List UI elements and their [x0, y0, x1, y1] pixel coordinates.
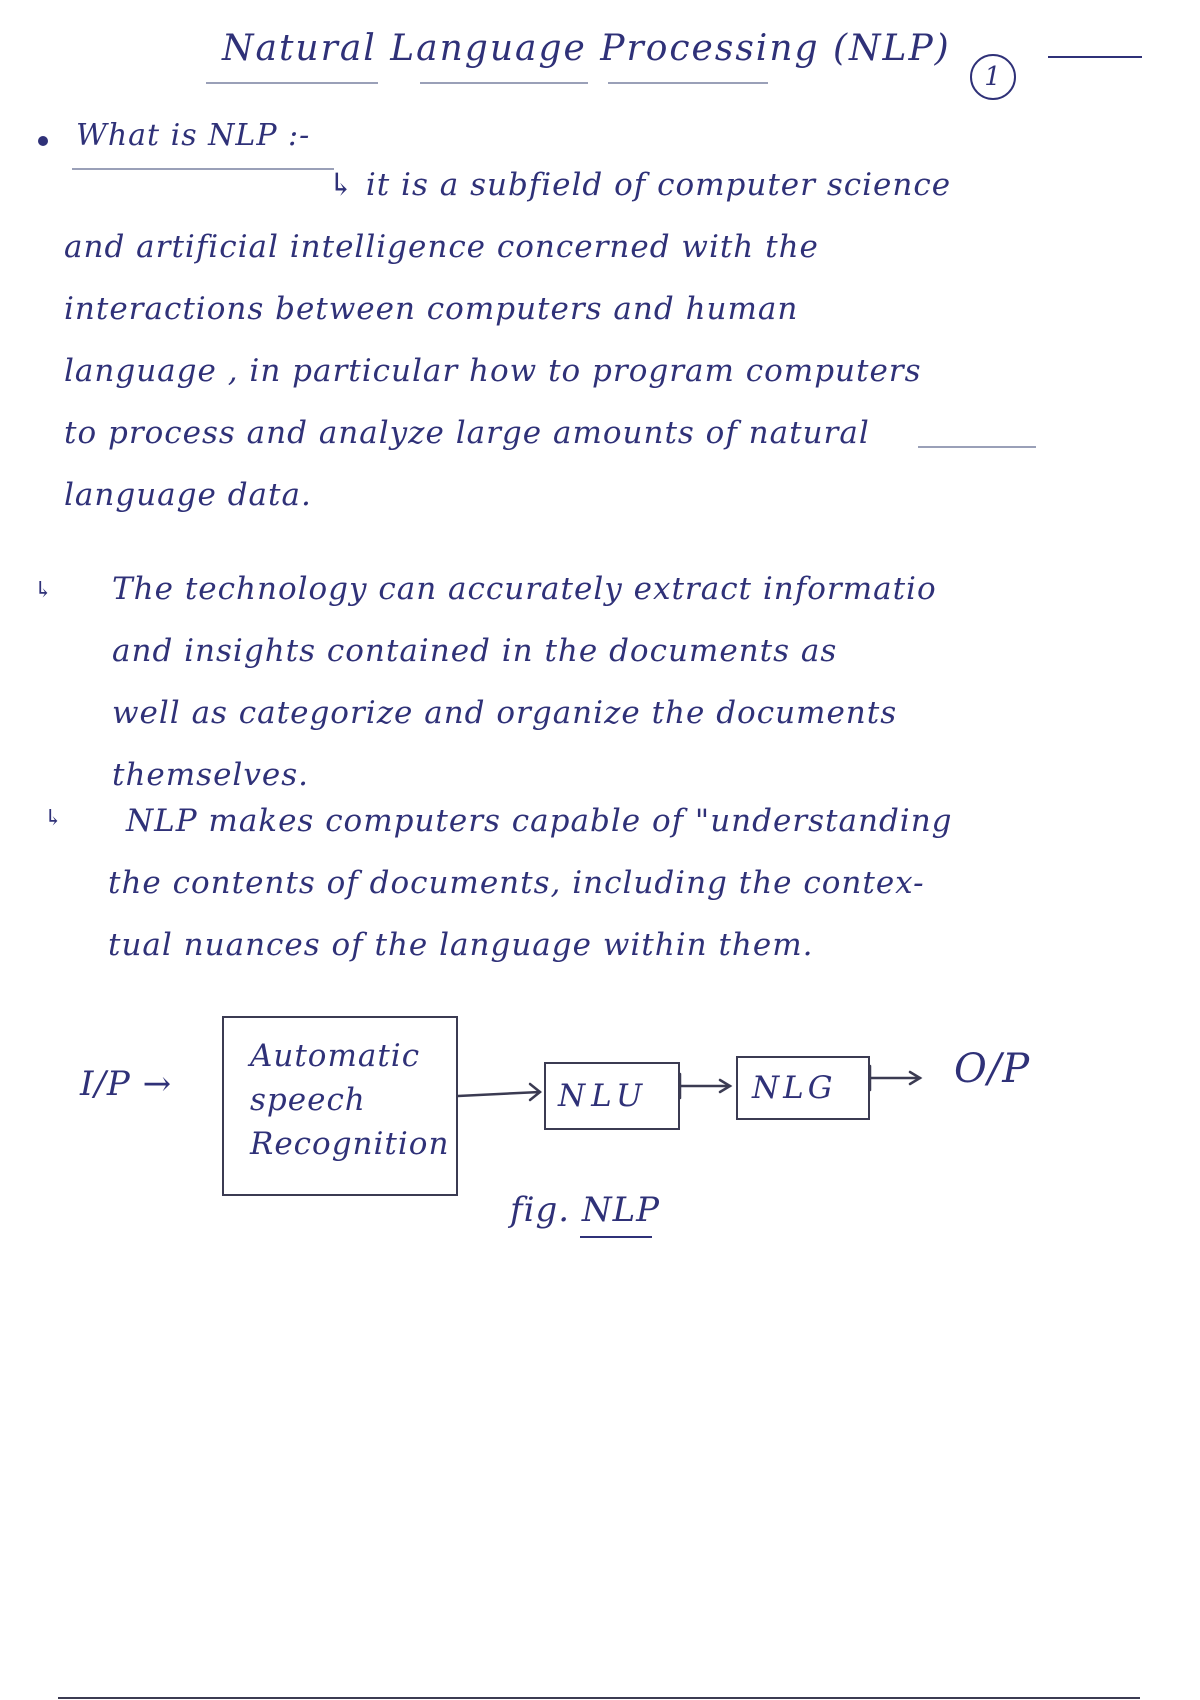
paragraph-line: language data.	[64, 477, 312, 513]
output-label: O/P	[954, 1046, 1031, 1092]
paragraph-line: and artificial intelligence concerned with the	[64, 229, 819, 265]
title-underline	[420, 82, 588, 84]
paragraph-line: to process and analyze large amounts of natural	[64, 415, 870, 451]
arrow-marker-icon: ↳	[44, 806, 64, 831]
nlg-box-label: NLG	[752, 1070, 837, 1106]
title-underline	[608, 82, 768, 84]
paragraph-line: and insights contained in the documents as	[112, 633, 838, 669]
paragraph-definition	[64, 154, 951, 526]
paragraph-line: ↳ it is a subfield of computer science	[328, 167, 952, 203]
asr-to-nlu-arrow	[458, 1092, 540, 1096]
corner-dash	[1048, 56, 1142, 58]
paragraph-line: well as categorize and organize the documents	[112, 695, 898, 731]
asr-box	[222, 1016, 458, 1196]
asr-to-nlu-arrowhead	[530, 1084, 540, 1100]
nlg-box	[736, 1056, 870, 1120]
paragraph-line: themselves.	[112, 757, 309, 793]
paragraph-line: tual nuances of the language within them.	[108, 927, 814, 963]
paragraph-line: NLP makes computers capable of "understanding	[126, 803, 953, 839]
page-bottom-line	[58, 1697, 1140, 1699]
nlu-to-nlg-arrowhead	[720, 1080, 730, 1092]
asr-box-line: Automatic	[250, 1038, 421, 1074]
arrow-marker-icon: ↳	[34, 578, 54, 603]
figure-caption: fig. NLP	[510, 1190, 661, 1230]
paragraph-capability	[108, 790, 953, 976]
paragraph-line: interactions between computers and human	[64, 291, 799, 327]
caption-underline	[580, 1236, 652, 1238]
paragraph-technology	[112, 558, 937, 806]
paragraph-line: the contents of documents, including the contex-	[108, 865, 925, 901]
section-heading: What is NLP :-	[76, 118, 311, 153]
nlu-box-label: NLU	[558, 1078, 649, 1114]
input-label: I/P →	[80, 1064, 173, 1104]
asr-box-line: Recognition	[250, 1126, 450, 1162]
title-underline	[206, 82, 378, 84]
page-number-circle: 1	[970, 54, 1016, 100]
natural-underline	[918, 446, 1036, 448]
nlg-to-output-arrowhead	[910, 1072, 920, 1084]
asr-box-line: speech	[250, 1082, 366, 1118]
paragraph-line: language , in particular how to program computers	[64, 353, 922, 389]
paragraph-line: The technology can accurately extract informatio	[112, 571, 937, 607]
bullet-icon	[38, 136, 48, 146]
page-title: Natural Language Processing (NLP)	[222, 28, 951, 69]
nlu-box	[544, 1062, 680, 1130]
